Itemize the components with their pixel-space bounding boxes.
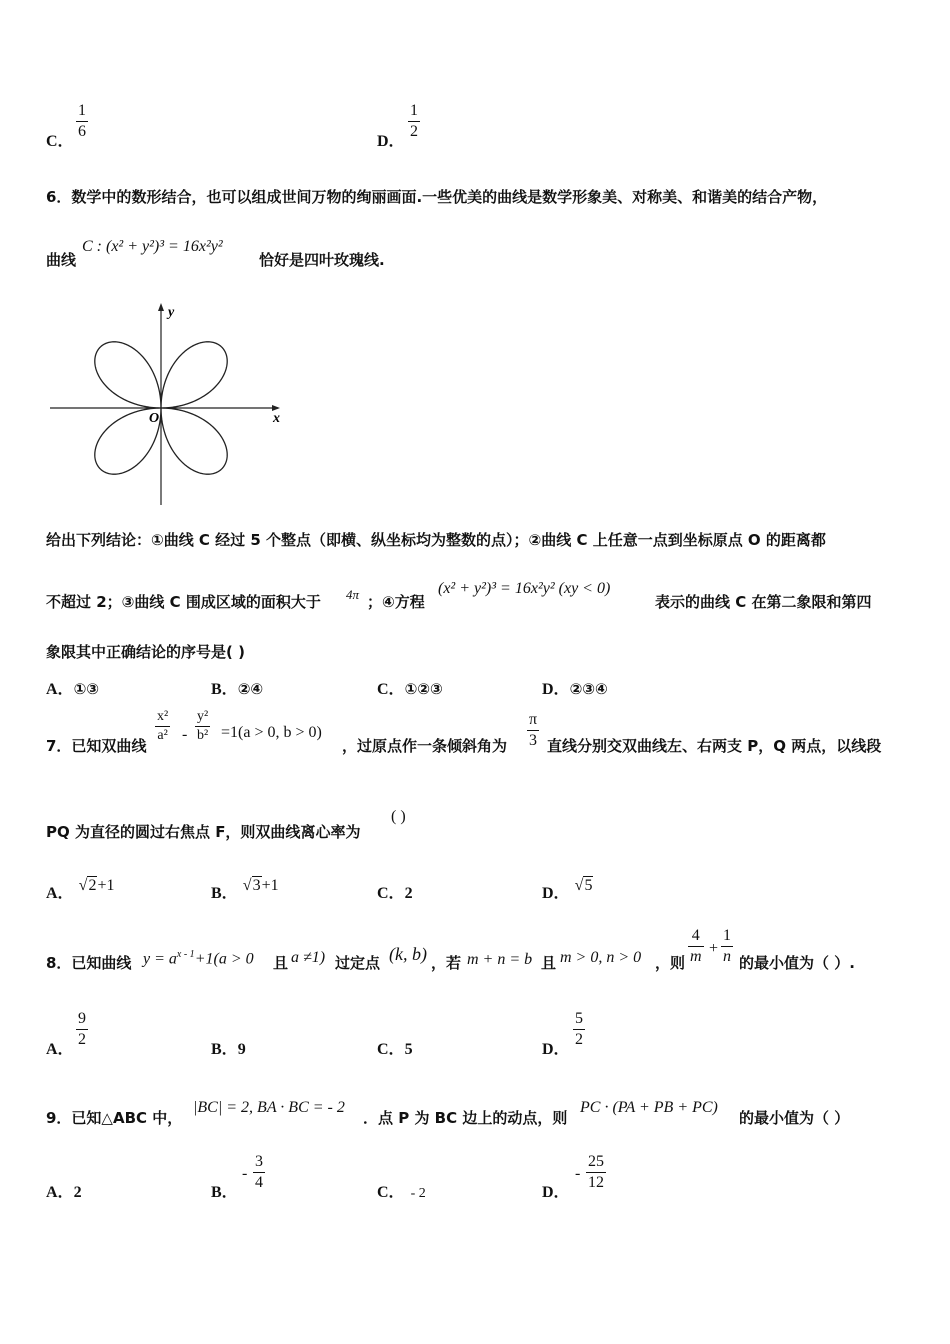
fraction-denominator: 2 [78, 1031, 86, 1048]
q6-option-c [377, 676, 443, 699]
q7-minus: - [182, 726, 188, 743]
q9-option-d-sign: - [575, 1165, 581, 1182]
q7-x-fraction [155, 709, 170, 744]
q7-option-b [211, 872, 279, 902]
q8-if: ，若 [431, 954, 462, 972]
fraction-numerator: 1 [410, 102, 418, 119]
q7-stem-suffix: 直线分别交双曲线左、右两支 P，Q 两点，以线段 [547, 737, 882, 755]
q8-option-a-label: A． [46, 1041, 74, 1058]
q8-plus: + [709, 940, 719, 957]
q8-then: ，则 [655, 954, 686, 972]
q8-point: (k, b) [389, 944, 427, 964]
q6-stem-line2-suffix: 恰好是四叶玫瑰线. [259, 251, 385, 269]
q9-option-b-label: B． [211, 1184, 238, 1201]
q8-option-a-fraction [76, 1010, 88, 1049]
option-label: A． [46, 885, 74, 902]
q9-option-a [46, 1179, 82, 1202]
q7-stem-prefix: 7．已知双曲线 [46, 737, 147, 755]
option-text: ①③ [73, 680, 99, 698]
q8-fraction-4-over-m [688, 927, 704, 966]
option-text: ②④ [237, 680, 264, 698]
option-text: 9 [237, 1041, 246, 1058]
y-axis-label: y [168, 305, 175, 320]
curve-tail: +1(a > 0 [194, 950, 254, 968]
y-axis-arrow-icon [158, 303, 164, 311]
q7-option-c [377, 880, 413, 903]
curve-base: y = a [143, 950, 177, 968]
q5-option-d-label: D． [377, 133, 405, 150]
option-text: 2 [73, 1184, 82, 1201]
fraction-denominator: a² [157, 728, 168, 743]
option-label: C． [377, 885, 405, 902]
fraction-denominator: b² [197, 728, 209, 743]
option-text: - 2 [410, 1186, 426, 1201]
q5-option-d-fraction [408, 102, 420, 141]
q6-curve-formula: C : (x² + y²)³ = 16x²y² [82, 238, 223, 255]
option-label: D． [542, 681, 570, 698]
q8-stem-suffix: 的最小值为（ ）. [739, 954, 855, 972]
option-label: A． [46, 1184, 74, 1201]
option-label: D． [542, 885, 570, 902]
q8-condition-2: m > 0, n > 0 [560, 949, 642, 966]
option-text: ②③④ [569, 680, 608, 698]
origin-label: O [149, 411, 160, 426]
option-text: ①②③ [404, 680, 443, 698]
q8-condition-1: a ≠1) [291, 949, 326, 966]
q8-option-d-label: D． [542, 1041, 570, 1058]
q7-y-fraction [195, 709, 210, 744]
fraction-denominator: m [690, 948, 702, 965]
option-label: A． [46, 681, 74, 698]
q8-option-d-fraction [573, 1010, 585, 1049]
q6-option-b [211, 676, 263, 699]
q8-fraction-1-over-n [721, 927, 733, 966]
q6-stem-line1: 6．数学中的数形结合，也可以组成世间万物的绚丽画面.一些优美的曲线是数学形象美、对称美、和谐美的结合产物， [46, 188, 828, 206]
q9-option-d-fraction [586, 1153, 606, 1192]
q8-curve [143, 949, 254, 968]
radicand: 3 [252, 877, 261, 894]
four-leaf-rose-figure [46, 298, 291, 510]
option-text: 5 [404, 1041, 413, 1058]
option-label: B． [211, 1041, 238, 1058]
fraction-numerator: 4 [691, 927, 700, 944]
q9-option-c [377, 1179, 426, 1202]
q9-option-b-fraction [253, 1153, 265, 1192]
option-radical: √3 [242, 877, 261, 894]
fraction-denominator: n [723, 948, 731, 965]
fraction-numerator: y² [197, 709, 209, 724]
q6-conclusions-line3: 象限其中正确结论的序号是( ) [46, 643, 245, 661]
x-axis-label: x [273, 411, 280, 426]
q8-and-2: 且 [541, 954, 557, 972]
option-radical: √5 [574, 877, 593, 894]
fraction-numerator: 5 [575, 1010, 583, 1027]
q7-condition: =1(a > 0, b > 0) [221, 724, 322, 741]
q8-option-b [211, 1036, 246, 1059]
q9-option-d-label: D． [542, 1184, 570, 1201]
q6-conclusions-line2e: 表示的曲线 C 在第二象限和第四 [655, 593, 872, 611]
fraction-numerator: 3 [255, 1153, 263, 1170]
option-label: C． [377, 1184, 405, 1201]
option-radical: √2 [78, 877, 97, 894]
q9-expression: PC · (PA + PB + PC) [580, 1099, 718, 1116]
q7-angle-fraction [527, 711, 539, 750]
q6-area-value: 4π [346, 587, 360, 602]
q6-conclusions-line1: 给出下列结论：①曲线 C 经过 5 个整点（即横、纵坐标均为整数的点）；②曲线 C 上任意一点到坐标原点 O 的距离都 [46, 531, 826, 549]
q9-condition: |BC| = 2, BA · BC = - 2 [193, 1099, 345, 1116]
fraction-numerator: 1 [723, 927, 731, 944]
curve-exponent: x - 1 [176, 949, 195, 960]
q9-option-b-sign: - [242, 1165, 248, 1182]
q6-stem-line2-prefix: 曲线 [46, 251, 77, 269]
fraction-denominator: 12 [588, 1174, 604, 1191]
fraction-denominator: 2 [575, 1031, 583, 1048]
option-label: C． [377, 1041, 405, 1058]
radicand: 2 [88, 877, 97, 894]
q9-stem-suffix: 的最小值为（ ） [739, 1109, 850, 1127]
fraction-numerator: 1 [78, 102, 86, 119]
q7-stem-line2: PQ 为直径的圆过右焦点 F，则双曲线离心率为 [46, 823, 361, 841]
fraction-denominator: 3 [529, 732, 538, 749]
fraction-denominator: 4 [255, 1174, 263, 1191]
option-tail: +1 [261, 877, 279, 894]
fraction-denominator: 2 [410, 123, 418, 140]
q6-conclusions-line2a: 不超过 2；③曲线 C 围成区域的面积大于 [46, 593, 321, 611]
q7-option-a [46, 872, 115, 902]
fraction-numerator: 25 [588, 1153, 604, 1170]
option-label: B． [211, 885, 238, 902]
q6-conclusions-line2c: ；④方程 [367, 593, 425, 611]
q5-option-c-fraction [76, 102, 88, 141]
option-text: 2 [404, 885, 413, 902]
fraction-numerator: π [529, 711, 538, 728]
q7-stem-mid: ，过原点作一条倾斜角为 [342, 737, 508, 755]
q7-option-d [542, 872, 593, 902]
q6-option-a [46, 676, 99, 699]
q8-and-1: 且 [273, 954, 289, 972]
radicand: 5 [584, 877, 593, 894]
fraction-numerator: 9 [78, 1010, 86, 1027]
q9-stem-prefix: 9．已知△ABC 中， [46, 1109, 183, 1127]
q7-answer-paren: ( ) [391, 808, 406, 825]
q8-fixed-point: 过定点 [335, 954, 381, 972]
q9-stem-mid: ．点 P 为 BC 边上的动点，则 [363, 1109, 568, 1127]
q6-equation: (x² + y²)³ = 16x²y² (xy < 0) [438, 580, 611, 597]
option-label: B． [211, 681, 238, 698]
option-tail: +1 [97, 877, 115, 894]
option-label: C． [377, 681, 405, 698]
q8-equation: m + n = b [467, 951, 533, 968]
fraction-denominator: 6 [78, 123, 86, 140]
q5-option-c-label: C． [46, 133, 74, 150]
q8-option-c [377, 1036, 413, 1059]
q8-stem-prefix: 8．已知曲线 [46, 954, 132, 972]
fraction-numerator: x² [157, 709, 169, 724]
q6-option-d [542, 676, 608, 699]
